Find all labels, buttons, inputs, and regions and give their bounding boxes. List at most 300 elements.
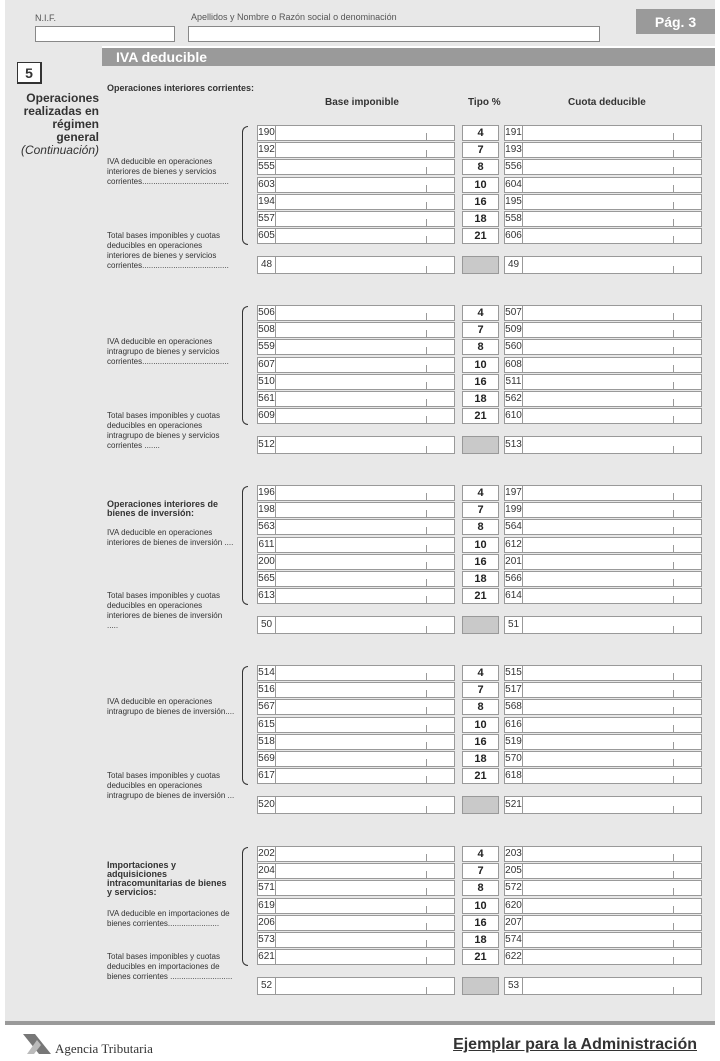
decimal-mark <box>426 236 427 243</box>
decimal-mark <box>426 382 427 389</box>
tipo-rate: 10 <box>462 357 499 373</box>
group-brace <box>242 666 248 785</box>
cuota-deducible-field[interactable] <box>504 554 702 570</box>
box-code: 564 <box>505 521 522 533</box>
decimal-mark <box>673 150 674 157</box>
cuota-deducible-field[interactable] <box>504 571 702 587</box>
tipo-rate: 10 <box>462 898 499 914</box>
tipo-rate: 18 <box>462 211 499 227</box>
box-code: 506 <box>258 307 275 318</box>
cuota-deducible-field[interactable] <box>504 142 702 158</box>
box-code: 603 <box>258 178 275 190</box>
tipo-rate: 4 <box>462 846 499 862</box>
decimal-mark <box>426 562 427 569</box>
decimal-mark <box>673 690 674 697</box>
box-code: 618 <box>505 770 522 782</box>
base-imponible-field[interactable] <box>257 846 455 862</box>
decimal-mark <box>426 707 427 714</box>
page-number: Pág. 3 <box>636 9 715 34</box>
tipo-rate: 7 <box>462 142 499 158</box>
box-code: 555 <box>258 161 275 173</box>
cuota-deducible-field[interactable] <box>504 898 702 914</box>
base-imponible-field[interactable] <box>257 915 455 931</box>
cuota-deducible-field[interactable] <box>504 374 702 390</box>
group-total-description: Total bases imponibles y cuotas deducibles en operaciones interiores de bienes y servicios corrientes....................................... <box>107 231 229 270</box>
base-imponible-field[interactable] <box>257 519 455 535</box>
tipo-rate: 7 <box>462 502 499 518</box>
decimal-mark <box>426 133 427 140</box>
cuota-deducible-field[interactable] <box>504 408 702 424</box>
box-code: 516 <box>258 684 275 696</box>
box-code: 192 <box>258 144 275 156</box>
decimal-mark <box>426 527 427 534</box>
cuota-deducible-field[interactable] <box>504 322 702 338</box>
decimal-mark <box>426 854 427 861</box>
base-imponible-field[interactable] <box>257 485 455 501</box>
section-continuation: (Continuación) <box>20 143 99 157</box>
total-base-field[interactable] <box>257 796 455 814</box>
decimal-mark <box>673 562 674 569</box>
base-imponible-field[interactable] <box>257 408 455 424</box>
base-imponible-field[interactable] <box>257 322 455 338</box>
cuota-deducible-field[interactable] <box>504 125 702 141</box>
decimal-mark <box>426 673 427 680</box>
decimal-mark <box>673 725 674 732</box>
decimal-mark <box>673 382 674 389</box>
box-code: 614 <box>505 590 522 602</box>
cuota-deducible-field[interactable] <box>504 768 702 784</box>
group-brace <box>242 306 248 425</box>
cuota-deducible-field[interactable] <box>504 915 702 931</box>
tipo-rate: 18 <box>462 571 499 587</box>
cuota-deducible-field[interactable] <box>504 537 702 553</box>
section-sidebar <box>5 46 102 1021</box>
cuota-deducible-field[interactable] <box>504 588 702 604</box>
box-code: 613 <box>258 590 275 602</box>
tipo-rate: 18 <box>462 751 499 767</box>
box-code: 622 <box>505 951 522 963</box>
cuota-deducible-field[interactable] <box>504 717 702 733</box>
tipo-rate: 4 <box>462 485 499 501</box>
box-code: 206 <box>258 916 275 928</box>
tipo-rate: 10 <box>462 717 499 733</box>
box-code: 556 <box>505 161 522 173</box>
box-code: 520 <box>258 797 276 813</box>
tipo-rate: 10 <box>462 177 499 193</box>
cuota-deducible-field[interactable] <box>504 485 702 501</box>
section-heading: IVA deducible <box>102 48 715 66</box>
box-code: 615 <box>258 718 275 730</box>
box-code: 558 <box>505 213 522 224</box>
tipo-rate: 18 <box>462 932 499 948</box>
decimal-mark <box>673 133 674 140</box>
box-code: 519 <box>505 735 522 747</box>
box-code: 200 <box>258 555 275 567</box>
bottom-bar <box>5 1021 715 1025</box>
intro-heading: Operaciones interiores corrientes: <box>107 83 255 93</box>
box-code: 190 <box>258 127 275 138</box>
decimal-mark <box>673 202 674 209</box>
base-imponible-field[interactable] <box>257 177 455 193</box>
decimal-mark <box>673 987 674 994</box>
box-code: 559 <box>258 341 275 353</box>
decimal-mark <box>426 725 427 732</box>
total-base-field[interactable] <box>257 256 455 274</box>
box-code: 207 <box>505 916 522 928</box>
form-body <box>102 66 715 1021</box>
column-header-cuota: Cuota deducible <box>568 97 646 108</box>
tipo-rate: 21 <box>462 768 499 784</box>
decimal-mark <box>426 742 427 749</box>
box-code: 517 <box>505 684 522 696</box>
box-code: 202 <box>258 848 275 859</box>
box-code: 205 <box>505 865 522 877</box>
decimal-mark <box>673 673 674 680</box>
box-code: 573 <box>258 934 275 945</box>
cuota-deducible-field[interactable] <box>504 391 702 407</box>
box-code: 569 <box>258 753 275 764</box>
decimal-mark <box>673 416 674 423</box>
group-brace <box>242 486 248 605</box>
decimal-mark <box>673 365 674 372</box>
box-code: 619 <box>258 899 275 911</box>
base-imponible-field[interactable] <box>257 751 455 767</box>
decimal-mark <box>426 167 427 174</box>
tipo-rate: 21 <box>462 228 499 244</box>
decimal-mark <box>673 596 674 603</box>
tipo-rate: 8 <box>462 519 499 535</box>
form-page <box>5 0 715 1061</box>
box-code: 198 <box>258 504 275 516</box>
decimal-mark <box>426 545 427 552</box>
decimal-mark <box>673 510 674 517</box>
tipo-rate: 7 <box>462 863 499 879</box>
total-base-field[interactable] <box>257 436 455 454</box>
box-code: 521 <box>505 797 523 813</box>
decimal-mark <box>426 923 427 930</box>
base-imponible-field[interactable] <box>257 194 455 210</box>
tipo-rate: 16 <box>462 554 499 570</box>
copy-label: Ejemplar para la Administración <box>453 1036 697 1053</box>
agency-name: Agencia Tributaria <box>55 1041 153 1056</box>
decimal-mark <box>673 527 674 534</box>
box-code: 566 <box>505 573 522 584</box>
decimal-mark <box>426 202 427 209</box>
box-code: 609 <box>258 410 275 422</box>
box-code: 565 <box>258 573 275 584</box>
box-code: 574 <box>505 934 522 945</box>
tipo-rate: 21 <box>462 588 499 604</box>
cuota-deducible-field[interactable] <box>504 339 702 355</box>
box-code: 509 <box>505 324 522 336</box>
column-header-base: Base imponible <box>325 97 399 108</box>
box-code: 510 <box>258 375 275 387</box>
decimal-mark <box>426 776 427 783</box>
decimal-mark <box>426 579 427 586</box>
top-bar <box>5 0 715 46</box>
base-imponible-field[interactable] <box>257 863 455 879</box>
decimal-mark <box>426 313 427 320</box>
box-code: 621 <box>258 951 275 963</box>
base-imponible-field[interactable] <box>257 502 455 518</box>
cuota-deducible-field[interactable] <box>504 211 702 227</box>
base-imponible-field[interactable] <box>257 949 455 965</box>
base-imponible-field[interactable] <box>257 880 455 896</box>
base-imponible-field[interactable] <box>257 339 455 355</box>
decimal-mark <box>426 871 427 878</box>
total-rate-blank <box>462 796 499 814</box>
cuota-deducible-field[interactable] <box>504 699 702 715</box>
tipo-rate: 16 <box>462 194 499 210</box>
box-code: 616 <box>505 718 522 730</box>
decimal-mark <box>673 759 674 766</box>
base-imponible-field[interactable] <box>257 357 455 373</box>
box-code: 513 <box>505 437 523 453</box>
box-code: 195 <box>505 195 522 207</box>
tipo-rate: 8 <box>462 699 499 715</box>
total-rate-blank <box>462 436 499 454</box>
tipo-rate: 4 <box>462 125 499 141</box>
base-imponible-field[interactable] <box>257 588 455 604</box>
box-code: 620 <box>505 899 522 911</box>
tipo-rate: 4 <box>462 665 499 681</box>
box-code: 199 <box>505 504 522 516</box>
decimal-mark <box>426 493 427 500</box>
box-code: 563 <box>258 521 275 533</box>
cuota-deducible-field[interactable] <box>504 949 702 965</box>
decimal-mark <box>673 626 674 633</box>
group-total-description: Total bases imponibles y cuotas deducibles en importaciones de bienes corrientes ............................ <box>107 952 233 981</box>
tipo-rate: 7 <box>462 682 499 698</box>
decimal-mark <box>426 446 427 453</box>
base-imponible-field[interactable] <box>257 211 455 227</box>
name-label: Apellidos y Nombre o Razón social o denominación <box>191 12 397 22</box>
cuota-deducible-field[interactable] <box>504 159 702 175</box>
section-title-text: Operaciones realizadas en régimen general <box>23 91 99 144</box>
cuota-deducible-field[interactable] <box>504 519 702 535</box>
base-imponible-field[interactable] <box>257 699 455 715</box>
box-code: 50 <box>258 617 276 633</box>
box-code: 194 <box>258 195 275 207</box>
decimal-mark <box>426 690 427 697</box>
group-total-description: Total bases imponibles y cuotas deducibles en operaciones interiores de bienes de inversión ..... <box>107 591 223 630</box>
decimal-mark <box>673 185 674 192</box>
total-cuota-field[interactable] <box>504 256 702 274</box>
decimal-mark <box>673 742 674 749</box>
base-imponible-field[interactable] <box>257 932 455 948</box>
tipo-rate: 4 <box>462 305 499 321</box>
tipo-rate: 8 <box>462 159 499 175</box>
cuota-deducible-field[interactable] <box>504 305 702 321</box>
box-code: 203 <box>505 848 522 859</box>
cuota-deducible-field[interactable] <box>504 177 702 193</box>
total-cuota-field[interactable] <box>504 977 702 995</box>
tipo-rate: 10 <box>462 537 499 553</box>
box-code: 507 <box>505 307 522 318</box>
section-title <box>9 92 99 157</box>
decimal-mark <box>673 776 674 783</box>
total-rate-blank <box>462 256 499 274</box>
box-code: 604 <box>505 178 522 190</box>
tipo-rate: 21 <box>462 949 499 965</box>
cuota-deducible-field[interactable] <box>504 357 702 373</box>
box-code: 617 <box>258 770 275 782</box>
base-imponible-field[interactable] <box>257 768 455 784</box>
decimal-mark <box>673 806 674 813</box>
cuota-deducible-field[interactable] <box>504 751 702 767</box>
box-code: 51 <box>505 617 523 633</box>
box-code: 508 <box>258 324 275 336</box>
decimal-mark <box>426 347 427 354</box>
cuota-deducible-field[interactable] <box>504 502 702 518</box>
base-imponible-field[interactable] <box>257 305 455 321</box>
decimal-mark <box>426 365 427 372</box>
box-code: 571 <box>258 882 275 894</box>
total-cuota-field[interactable] <box>504 436 702 454</box>
tipo-rate: 21 <box>462 408 499 424</box>
box-code: 204 <box>258 865 275 877</box>
cuota-deducible-field[interactable] <box>504 228 702 244</box>
cuota-deducible-field[interactable] <box>504 734 702 750</box>
base-imponible-field[interactable] <box>257 665 455 681</box>
total-rate-blank <box>462 977 499 995</box>
box-code: 605 <box>258 230 275 242</box>
box-code: 570 <box>505 753 522 764</box>
group-heading: Importaciones y adquisiciones intracomunitarias de bienes y servicios: <box>107 860 227 897</box>
box-code: 608 <box>505 358 522 370</box>
decimal-mark <box>673 871 674 878</box>
decimal-mark <box>426 940 427 947</box>
group-brace <box>242 847 248 966</box>
decimal-mark <box>673 167 674 174</box>
group-total-description: Total bases imponibles y cuotas deducibles en operaciones intragrupo de bienes y servicios corrientes ....... <box>107 411 220 450</box>
tipo-rate: 7 <box>462 322 499 338</box>
decimal-mark <box>673 579 674 586</box>
decimal-mark <box>673 330 674 337</box>
decimal-mark <box>426 957 427 964</box>
tipo-rate: 8 <box>462 880 499 896</box>
decimal-mark <box>426 806 427 813</box>
box-code: 53 <box>505 978 523 994</box>
cuota-deducible-field[interactable] <box>504 863 702 879</box>
tipo-rate: 16 <box>462 374 499 390</box>
box-code: 560 <box>505 341 522 353</box>
base-imponible-field[interactable] <box>257 554 455 570</box>
decimal-mark <box>673 219 674 226</box>
box-code: 562 <box>505 393 522 404</box>
tipo-rate: 16 <box>462 915 499 931</box>
base-imponible-field[interactable] <box>257 537 455 553</box>
total-cuota-field[interactable] <box>504 796 702 814</box>
group-total-description: Total bases imponibles y cuotas deducibles en operaciones intragrupo de bienes de inversión ... <box>107 771 235 800</box>
base-imponible-field[interactable] <box>257 159 455 175</box>
decimal-mark <box>673 707 674 714</box>
base-imponible-field[interactable] <box>257 682 455 698</box>
box-code: 606 <box>505 230 522 242</box>
box-code: 518 <box>258 735 275 747</box>
box-code: 612 <box>505 538 522 550</box>
box-code: 52 <box>258 978 276 994</box>
base-imponible-field[interactable] <box>257 734 455 750</box>
total-cuota-field[interactable] <box>504 616 702 634</box>
decimal-mark <box>673 545 674 552</box>
decimal-mark <box>426 219 427 226</box>
group-description: IVA deducible en operaciones intragrupo de bienes de inversión.... <box>107 697 235 716</box>
cuota-deducible-field[interactable] <box>504 665 702 681</box>
group-brace <box>242 126 248 245</box>
decimal-mark <box>673 446 674 453</box>
box-code: 557 <box>258 213 275 224</box>
decimal-mark <box>673 906 674 913</box>
total-base-field[interactable] <box>257 616 455 634</box>
nif-field[interactable] <box>35 26 175 42</box>
box-code: 48 <box>258 257 276 273</box>
base-imponible-field[interactable] <box>257 125 455 141</box>
decimal-mark <box>426 399 427 406</box>
name-field[interactable] <box>188 26 600 42</box>
group-description: IVA deducible en operaciones interiores de bienes y servicios corrientes....................................... <box>107 157 229 186</box>
decimal-mark <box>426 185 427 192</box>
base-imponible-field[interactable] <box>257 374 455 390</box>
group-description: IVA deducible en operaciones intragrupo de bienes y servicios corrientes....................................... <box>107 337 229 366</box>
nif-label: N.I.F. <box>35 13 57 23</box>
decimal-mark <box>673 957 674 964</box>
box-code: 193 <box>505 144 522 156</box>
box-code: 607 <box>258 358 275 370</box>
decimal-mark <box>426 266 427 273</box>
decimal-mark <box>673 313 674 320</box>
base-imponible-field[interactable] <box>257 717 455 733</box>
decimal-mark <box>426 626 427 633</box>
decimal-mark <box>673 854 674 861</box>
box-code: 514 <box>258 667 275 678</box>
total-base-field[interactable] <box>257 977 455 995</box>
cuota-deducible-field[interactable] <box>504 194 702 210</box>
base-imponible-field[interactable] <box>257 571 455 587</box>
base-imponible-field[interactable] <box>257 391 455 407</box>
group-description: IVA deducible en operaciones interiores de bienes de inversión .... <box>107 528 234 547</box>
section-number: 5 <box>17 62 42 84</box>
decimal-mark <box>673 493 674 500</box>
decimal-mark <box>673 236 674 243</box>
decimal-mark <box>673 266 674 273</box>
base-imponible-field[interactable] <box>257 898 455 914</box>
box-code: 196 <box>258 487 275 498</box>
column-header-tipo: Tipo % <box>468 97 501 108</box>
box-code: 512 <box>258 437 276 453</box>
group-heading: Operaciones interiores de bienes de inversión: <box>107 499 219 518</box>
decimal-mark <box>673 923 674 930</box>
cuota-deducible-field[interactable] <box>504 682 702 698</box>
group-description: IVA deducible en importaciones de bienes corrientes....................... <box>107 909 230 928</box>
decimal-mark <box>426 888 427 895</box>
cuota-deducible-field[interactable] <box>504 846 702 862</box>
base-imponible-field[interactable] <box>257 142 455 158</box>
box-code: 197 <box>505 487 522 498</box>
box-code: 610 <box>505 410 522 422</box>
decimal-mark <box>673 399 674 406</box>
decimal-mark <box>426 416 427 423</box>
box-code: 511 <box>505 375 522 387</box>
cuota-deducible-field[interactable] <box>504 880 702 896</box>
cuota-deducible-field[interactable] <box>504 932 702 948</box>
base-imponible-field[interactable] <box>257 228 455 244</box>
box-code: 49 <box>505 257 523 273</box>
decimal-mark <box>426 596 427 603</box>
agencia-tributaria-logo-icon <box>21 1030 57 1056</box>
decimal-mark <box>426 150 427 157</box>
box-code: 568 <box>505 701 522 713</box>
